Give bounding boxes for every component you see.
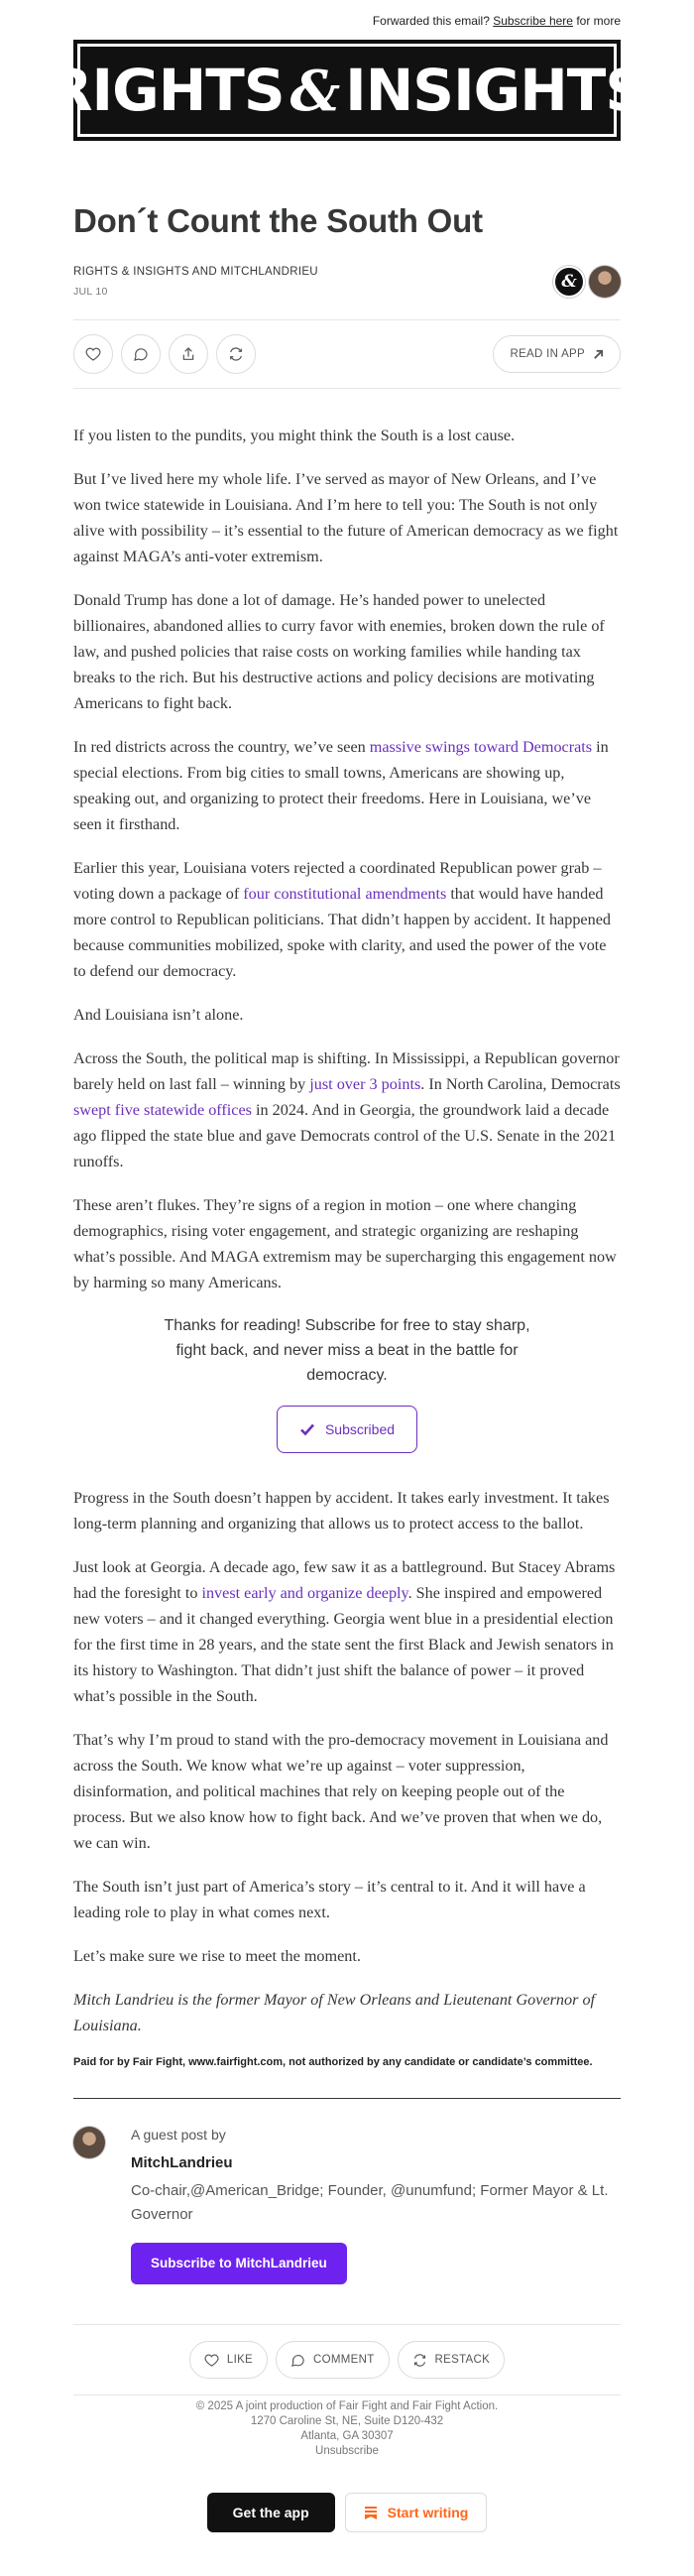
cta-text: Thanks for reading! Subscribe for free to stay sharp, fight back, and never miss a beat in the battle for democracy.	[164, 1317, 530, 1384]
checkmark-icon	[299, 1421, 315, 1437]
author-name[interactable]: MitchLandrieu	[131, 2154, 233, 2171]
paragraph: That’s why I’m proud to stand with the pro-democracy movement in Louisiana and across the South. We know what we’re up against – voter suppression, disinformation, and political machines that rely on keeping people out of the process. But we also know how to fight back. And we’ve proven that when we do, we can win.	[73, 1731, 609, 1852]
post-body	[73, 423, 621, 2070]
comment-icon	[133, 346, 149, 362]
restack-icon	[228, 346, 244, 362]
read-in-app-button[interactable]: READ IN APP	[493, 335, 621, 373]
paragraph: Just look at Georgia. A decade ago, few saw it as a battleground. But Stacey Abrams had the foresight to invest early and organize deeply. She inspired and empowered new voters – and it changed everything. Georgia went blue in a presidential election for the first time in 28 years, and the state sent the first Black and Jewish senators in its history to Washington. That didn’t just shift the balance of power – it proved what’s possible in the South.	[73, 1558, 616, 1705]
paragraph: If you listen to the pundits, you might think the South is a lost cause.	[73, 427, 516, 444]
publication-logo[interactable]	[48, 40, 646, 141]
divider	[73, 2394, 621, 2395]
post-title[interactable]: Don´t Count the South Out	[73, 202, 483, 239]
subscribe-author-button[interactable]: Subscribe to MitchLandrieu	[131, 2243, 347, 2284]
post-date: JUL 10	[73, 286, 108, 298]
divider	[73, 2098, 621, 2099]
copyright-line: © 2025 A joint production of Fair Fight and Fair Fight Action.	[195, 2400, 499, 2412]
city-line: Atlanta, GA 30307	[300, 2430, 394, 2442]
get-the-app-button[interactable]: Get the app	[207, 2493, 335, 2532]
restack-pill-button[interactable]: RESTACK	[398, 2341, 506, 2379]
comment-button[interactable]	[121, 334, 161, 374]
comment-icon	[290, 2353, 305, 2368]
address-line: 1270 Caroline St, NE, Suite D120-432	[250, 2415, 444, 2427]
restack-button[interactable]	[216, 334, 256, 374]
subscribe-cta	[73, 1313, 621, 1453]
substack-logo-icon	[364, 2506, 378, 2519]
logo-text: RIGHTS & INSIGHTS	[48, 57, 646, 124]
paragraph: In red districts across the country, we’ve seen massive swings toward Democrats in special elections. From big cities to small towns, Americans are showing up, speaking out, and organizing to protect their freedoms. Here in Louisiana, we’ve seen it firsthand.	[73, 738, 609, 833]
comment-pill-button[interactable]: COMMENT	[276, 2341, 390, 2379]
three-points-link[interactable]: just over 3 points	[309, 1075, 421, 1093]
author-avatar[interactable]	[589, 266, 621, 298]
paragraph: And Louisiana isn’t alone.	[73, 1006, 244, 1024]
like-button[interactable]	[73, 334, 113, 374]
footer-buttons	[73, 2493, 621, 2532]
paragraph: Across the South, the political map is shifting. In Mississippi, a Republican governor barely held on last fall – winning by just over 3 points. In North Carolina, Democrats swept five statewide offices in 2024. And in Georgia, the groundwork laid a decade ago flipped the state blue and gave Democrats control of the U.S. Senate in the 2021 runoffs.	[73, 1049, 621, 1170]
paragraph: Let’s make sure we rise to meet the moment.	[73, 1947, 361, 1965]
share-button[interactable]	[169, 334, 208, 374]
invest-early-link[interactable]: invest early and organize deeply	[201, 1584, 408, 1602]
paragraph: But I’ve lived here my whole life. I’ve served as mayor of New Orleans, and I’ve won twice statewide in Louisiana. And I’m here to tell you: The South is not only alive with possibility – it’s essential to the future of American democracy as we fight against MAGA’s anti-voter extremism.	[73, 470, 619, 565]
arrow-up-right-icon	[593, 349, 604, 360]
post-actions	[73, 320, 621, 388]
share-icon	[180, 346, 196, 362]
byline[interactable]: RIGHTS & INSIGHTS AND MITCHLANDRIEU	[73, 266, 318, 278]
start-writing-button[interactable]: Start writing	[345, 2493, 488, 2532]
paragraph: Earlier this year, Louisiana voters rejected a coordinated Republican power grab – voting down a package of four constitutional amendments that would have handed more control to Republican politicians. That didn’t happen by accident. It happened because communities mobilized, spoke with clarity, and used the power of the vote to defend our democracy.	[73, 859, 611, 980]
author-avatar[interactable]	[73, 2127, 105, 2158]
divider	[73, 2324, 621, 2325]
like-pill-button[interactable]: LIKE	[189, 2341, 268, 2379]
paragraph: These aren’t flukes. They’re signs of a region in motion – one where changing demographics, rising voter engagement, and strategic organizing are reshaping what’s possible. And MAGA extremism may be supercharging this engagement now by harming so many Americans.	[73, 1196, 617, 1291]
massive-swings-link[interactable]: massive swings toward Democrats	[369, 738, 593, 756]
subscribe-here-link[interactable]: Subscribe here	[493, 14, 573, 28]
author-signoff: Mitch Landrieu is the former Mayor of New Orleans and Lieutenant Governor of Louisiana.	[73, 1991, 596, 2034]
paragraph: The South isn’t just part of America’s story – it’s central to it. And it will have a leading role to play in what comes next.	[73, 1878, 586, 1921]
guest-post-label: A guest post by	[131, 2127, 226, 2143]
email-footer	[73, 2399, 621, 2459]
forward-prefix: Forwarded this email?	[372, 14, 490, 28]
constitutional-amendments-link[interactable]: four constitutional amendments	[243, 885, 447, 903]
restack-icon	[412, 2353, 427, 2368]
paragraph: Progress in the South doesn’t happen by accident. It takes early investment. It takes long-term planning and organizing that allows us to protect access to the ballot.	[73, 1489, 610, 1533]
footer-actions	[73, 2341, 621, 2379]
byline-row	[73, 262, 621, 302]
forward-suffix: for more	[576, 14, 621, 28]
subscribed-button[interactable]: Subscribed	[277, 1406, 417, 1453]
forward-notice	[73, 0, 621, 40]
author-bio: Co-chair,@American_Bridge; Founder, @unumfund; Former Mayor & Lt. Governor	[131, 2182, 609, 2223]
unsubscribe-link[interactable]: Unsubscribe	[315, 2445, 379, 2457]
heart-icon	[85, 346, 101, 362]
publication-avatar[interactable]: &	[553, 266, 585, 298]
heart-icon	[204, 2353, 219, 2368]
guest-author-card	[73, 2127, 621, 2284]
author-avatars	[553, 266, 621, 298]
paragraph: Donald Trump has done a lot of damage. He’s handed power to unelected billionaires, abandoned allies to curry favor with enemies, broken down the rule of law, and pushed policies that raise costs on working families while handing tax breaks to the rich. But his destructive actions and policy decisions are motivating Americans to fight back.	[73, 591, 605, 712]
divider	[73, 388, 621, 389]
statewide-offices-link[interactable]: swept five statewide offices	[73, 1101, 252, 1119]
paid-disclaimer: Paid for by Fair Fight, www.fairfight.com, not authorized by any candidate or candidate’s committee.	[73, 2056, 593, 2068]
